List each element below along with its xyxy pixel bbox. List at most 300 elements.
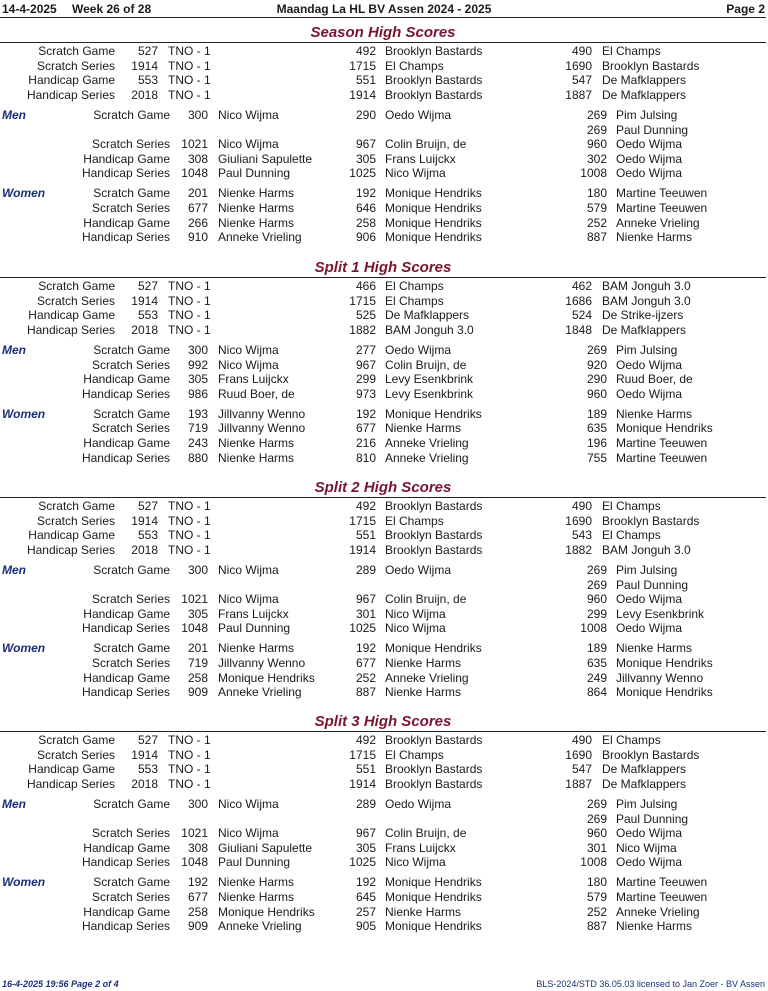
section-divider — [0, 497, 766, 498]
score-row — [0, 152, 768, 166]
c-name-cell: Anneke Vrieling — [616, 904, 700, 919]
cat-cell: Scratch Series — [91, 890, 170, 904]
c-val-cell: 302 — [586, 151, 607, 166]
a-name-cell: TNO - 1 — [168, 308, 211, 323]
a-name-cell: TNO - 1 — [168, 747, 211, 762]
c-name-cell: Martine Teeuwen — [616, 201, 708, 215]
c-val-cell: 180 — [586, 875, 607, 890]
cat-cell: Handicap Series — [81, 230, 170, 245]
a-val-cell: 300 — [187, 107, 208, 122]
cat-cell: Handicap Game — [83, 840, 170, 855]
c-name-cell: Monique Hendriks — [616, 685, 713, 700]
c-val-cell: 864 — [586, 685, 607, 700]
score-row — [0, 875, 768, 889]
c-val-cell: 524 — [571, 308, 592, 323]
score-row — [0, 905, 768, 919]
b-val-cell: 887 — [355, 685, 376, 700]
a-name-cell: Nienke Harms — [218, 215, 295, 230]
a-name-cell: TNO - 1 — [168, 542, 211, 557]
c-name-cell: BAM Jonguh 3.0 — [602, 542, 691, 557]
a-name-cell: Nienke Harms — [218, 201, 295, 215]
a-name-cell: Nico Wijma — [218, 592, 279, 607]
score-row — [0, 733, 768, 747]
section-title: Split 1 High Scores — [314, 259, 452, 276]
cat-cell: Scratch Series — [91, 357, 170, 372]
score-row — [0, 372, 768, 386]
b-name-cell: El Champs — [385, 279, 444, 293]
score-row — [0, 592, 768, 606]
a-name-cell: Nienke Harms — [218, 890, 295, 904]
a-name-cell: Anneke Vrieling — [218, 230, 302, 245]
b-val-cell: 646 — [355, 201, 376, 215]
c-val-cell: 180 — [586, 186, 607, 201]
score-row — [0, 578, 768, 592]
c-name-cell: Nienke Harms — [616, 919, 693, 934]
a-val-cell: 2018 — [131, 542, 158, 557]
a-val-cell: 258 — [187, 904, 208, 919]
c-val-cell: 1690 — [565, 58, 592, 73]
c-val-cell: 490 — [571, 499, 592, 513]
b-name-cell: Colin Bruijn, de — [385, 137, 467, 152]
a-name-cell: Paul Dunning — [218, 166, 291, 181]
a-name-cell: Nico Wijma — [218, 826, 279, 841]
score-row — [0, 671, 768, 685]
a-val-cell: 553 — [137, 73, 158, 88]
a-val-cell: 1914 — [131, 58, 158, 73]
a-name-cell: Frans Luijckx — [218, 372, 289, 387]
a-name-cell: Nico Wijma — [218, 796, 279, 811]
score-row — [0, 137, 768, 151]
score-row — [0, 294, 768, 308]
b-val-cell: 258 — [355, 215, 376, 230]
a-val-cell: 553 — [137, 308, 158, 323]
b-val-cell: 1025 — [349, 621, 376, 636]
a-val-cell: 1021 — [181, 592, 208, 607]
b-name-cell: Oedo Wijma — [385, 796, 452, 811]
b-val-cell: 216 — [355, 436, 376, 450]
score-row — [0, 514, 768, 528]
b-name-cell: El Champs — [385, 513, 444, 528]
b-name-cell: Colin Bruijn, de — [385, 592, 467, 607]
b-name-cell: Frans Luijckx — [385, 151, 456, 166]
c-name-cell: Brooklyn Bastards — [602, 58, 700, 73]
week-label: Week 26 of 28 — [72, 2, 152, 16]
a-val-cell: 909 — [187, 685, 208, 700]
b-name-cell: Nico Wijma — [385, 855, 446, 870]
a-val-cell: 553 — [137, 762, 158, 777]
a-name-cell: TNO - 1 — [168, 762, 211, 777]
c-val-cell: 269 — [586, 811, 607, 826]
cat-cell: Scratch Game — [93, 186, 170, 201]
score-row — [0, 855, 768, 869]
page-header — [0, 0, 768, 17]
b-name-cell: Monique Hendriks — [385, 230, 482, 245]
a-name-cell: Monique Hendriks — [218, 904, 315, 919]
cat-cell: Handicap Game — [83, 372, 170, 387]
c-name-cell: El Champs — [602, 528, 661, 543]
b-name-cell: Brooklyn Bastards — [385, 542, 483, 557]
a-val-cell: 300 — [187, 562, 208, 577]
score-row — [0, 762, 768, 776]
a-val-cell: 1914 — [131, 513, 158, 528]
c-val-cell: 269 — [586, 796, 607, 811]
a-val-cell: 909 — [187, 919, 208, 934]
c-val-cell: 547 — [571, 73, 592, 88]
b-val-cell: 1715 — [349, 293, 376, 308]
footer-timestamp: 16-4-2025 19:56 Page 2 of 4 — [2, 979, 119, 989]
score-row — [0, 186, 768, 200]
c-val-cell: 920 — [586, 357, 607, 372]
c-val-cell: 1882 — [565, 542, 592, 557]
score-row — [0, 108, 768, 122]
c-name-cell: BAM Jonguh 3.0 — [602, 279, 691, 293]
c-name-cell: Nienke Harms — [616, 230, 693, 245]
score-row — [0, 279, 768, 293]
b-name-cell: Nienke Harms — [385, 656, 462, 670]
a-name-cell: Paul Dunning — [218, 855, 291, 870]
a-val-cell: 527 — [137, 733, 158, 747]
women-group-label: Women — [2, 875, 46, 890]
cat-cell: Scratch Series — [91, 826, 170, 841]
score-row — [0, 812, 768, 826]
b-val-cell: 973 — [355, 386, 376, 401]
c-name-cell: Oedo Wijma — [616, 826, 683, 841]
a-name-cell: Frans Luijckx — [218, 606, 289, 621]
c-name-cell: Oedo Wijma — [616, 357, 683, 372]
header-divider — [0, 17, 766, 18]
score-row — [0, 201, 768, 215]
b-val-cell: 466 — [355, 279, 376, 293]
a-name-cell: TNO - 1 — [168, 322, 211, 337]
men-group-label: Men — [2, 562, 26, 577]
a-name-cell: TNO - 1 — [168, 499, 211, 513]
score-row — [0, 685, 768, 699]
score-row — [0, 890, 768, 904]
b-name-cell: El Champs — [385, 293, 444, 308]
b-name-cell: Brooklyn Bastards — [385, 499, 483, 513]
b-val-cell: 252 — [355, 670, 376, 685]
c-val-cell: 960 — [586, 386, 607, 401]
b-name-cell: Anneke Vrieling — [385, 436, 469, 450]
c-val-cell: 1008 — [580, 621, 607, 636]
a-val-cell: 266 — [187, 215, 208, 230]
score-row — [0, 451, 768, 465]
b-name-cell: Nico Wijma — [385, 166, 446, 181]
report-date: 14-4-2025 — [2, 2, 57, 16]
c-val-cell: 196 — [586, 436, 607, 450]
cat-cell: Handicap Series — [81, 855, 170, 870]
c-name-cell: De Mafklappers — [602, 322, 687, 337]
cat-cell: Scratch Series — [36, 747, 115, 762]
score-row — [0, 308, 768, 322]
c-name-cell: Anneke Vrieling — [616, 215, 700, 230]
c-val-cell: 269 — [586, 342, 607, 357]
a-name-cell: Monique Hendriks — [218, 670, 315, 685]
c-val-cell: 1848 — [565, 322, 592, 337]
c-val-cell: 635 — [586, 421, 607, 436]
c-name-cell: Martine Teeuwen — [616, 450, 708, 465]
b-val-cell: 967 — [355, 357, 376, 372]
score-row — [0, 88, 768, 102]
b-val-cell: 1715 — [349, 58, 376, 73]
section-divider — [0, 277, 766, 278]
b-name-cell: Monique Hendriks — [385, 406, 482, 421]
a-val-cell: 1048 — [181, 621, 208, 636]
c-val-cell: 490 — [571, 44, 592, 58]
a-val-cell: 1048 — [181, 855, 208, 870]
b-val-cell: 192 — [355, 186, 376, 201]
a-val-cell: 243 — [187, 436, 208, 450]
b-val-cell: 967 — [355, 826, 376, 841]
cat-cell: Scratch Game — [93, 875, 170, 890]
c-name-cell: Paul Dunning — [616, 811, 689, 826]
a-name-cell: TNO - 1 — [168, 58, 211, 73]
c-name-cell: Paul Dunning — [616, 122, 689, 137]
cat-cell: Scratch Series — [36, 513, 115, 528]
section-divider — [0, 42, 766, 43]
b-val-cell: 277 — [355, 342, 376, 357]
score-row — [0, 59, 768, 73]
a-name-cell: Giuliani Sapulette — [218, 840, 313, 855]
b-name-cell: Brooklyn Bastards — [385, 733, 483, 747]
c-val-cell: 1690 — [565, 747, 592, 762]
cat-cell: Handicap Series — [26, 87, 115, 102]
a-name-cell: Nienke Harms — [218, 436, 295, 450]
a-name-cell: TNO - 1 — [168, 733, 211, 747]
c-val-cell: 269 — [586, 562, 607, 577]
c-val-cell: 490 — [571, 733, 592, 747]
c-name-cell: Jillvanny Wenno — [616, 670, 704, 685]
b-val-cell: 192 — [355, 406, 376, 421]
c-val-cell: 252 — [586, 215, 607, 230]
c-val-cell: 189 — [586, 406, 607, 421]
c-val-cell: 579 — [586, 201, 607, 215]
c-name-cell: De Mafklappers — [602, 776, 687, 791]
women-group-label: Women — [2, 186, 46, 201]
score-row — [0, 358, 768, 372]
c-name-cell: El Champs — [602, 499, 661, 513]
c-name-cell: Oedo Wijma — [616, 592, 683, 607]
b-name-cell: Brooklyn Bastards — [385, 528, 483, 543]
b-name-cell: Brooklyn Bastards — [385, 762, 483, 777]
a-val-cell: 880 — [187, 450, 208, 465]
c-name-cell: Martine Teeuwen — [616, 875, 708, 890]
b-val-cell: 1914 — [349, 87, 376, 102]
a-name-cell: TNO - 1 — [168, 73, 211, 88]
cat-cell: Scratch Series — [91, 421, 170, 436]
c-name-cell: De Mafklappers — [602, 73, 687, 88]
score-row — [0, 748, 768, 762]
cat-cell: Handicap Game — [28, 73, 115, 88]
cat-cell: Handicap Series — [26, 776, 115, 791]
c-val-cell: 269 — [586, 122, 607, 137]
score-row — [0, 123, 768, 137]
b-name-cell: Colin Bruijn, de — [385, 826, 467, 841]
a-val-cell: 527 — [137, 279, 158, 293]
a-val-cell: 2018 — [131, 87, 158, 102]
b-val-cell: 492 — [355, 499, 376, 513]
b-name-cell: El Champs — [385, 747, 444, 762]
b-val-cell: 257 — [355, 904, 376, 919]
c-name-cell: Pim Julsing — [616, 342, 678, 357]
a-val-cell: 2018 — [131, 776, 158, 791]
cat-cell: Scratch Game — [93, 406, 170, 421]
c-name-cell: De Mafklappers — [602, 762, 687, 777]
c-name-cell: Martine Teeuwen — [616, 890, 708, 904]
b-name-cell: Monique Hendriks — [385, 186, 482, 201]
c-name-cell: Brooklyn Bastards — [602, 513, 700, 528]
cat-cell: Scratch Game — [38, 279, 115, 293]
c-val-cell: 755 — [586, 450, 607, 465]
b-name-cell: Levy Esenkbrink — [385, 386, 474, 401]
c-val-cell: 252 — [586, 904, 607, 919]
a-name-cell: TNO - 1 — [168, 528, 211, 543]
b-name-cell: Oedo Wijma — [385, 562, 452, 577]
b-name-cell: Oedo Wijma — [385, 342, 452, 357]
a-val-cell: 553 — [137, 528, 158, 543]
a-name-cell: TNO - 1 — [168, 293, 211, 308]
c-val-cell: 269 — [586, 577, 607, 592]
score-row — [0, 230, 768, 244]
a-val-cell: 719 — [187, 656, 208, 670]
a-val-cell: 300 — [187, 796, 208, 811]
score-row — [0, 919, 768, 933]
cat-cell: Handicap Series — [81, 386, 170, 401]
b-val-cell: 645 — [355, 890, 376, 904]
a-val-cell: 1021 — [181, 137, 208, 152]
c-val-cell: 887 — [586, 230, 607, 245]
a-val-cell: 305 — [187, 372, 208, 387]
c-name-cell: De Mafklappers — [602, 87, 687, 102]
c-name-cell: Nienke Harms — [616, 641, 693, 656]
score-row — [0, 841, 768, 855]
c-val-cell: 635 — [586, 656, 607, 670]
b-val-cell: 299 — [355, 372, 376, 387]
c-val-cell: 1690 — [565, 513, 592, 528]
b-name-cell: Monique Hendriks — [385, 875, 482, 890]
a-name-cell: Nico Wijma — [218, 342, 279, 357]
cat-cell: Handicap Game — [83, 151, 170, 166]
b-name-cell: Brooklyn Bastards — [385, 776, 483, 791]
c-name-cell: Oedo Wijma — [616, 151, 683, 166]
men-group-label: Men — [2, 796, 26, 811]
b-val-cell: 492 — [355, 44, 376, 58]
cat-cell: Handicap Game — [83, 670, 170, 685]
cat-cell: Handicap Series — [26, 542, 115, 557]
cat-cell: Handicap Game — [83, 215, 170, 230]
c-val-cell: 1887 — [565, 776, 592, 791]
a-name-cell: Jillvanny Wenno — [218, 421, 306, 436]
score-row — [0, 797, 768, 811]
section-title: Season High Scores — [310, 24, 456, 41]
c-name-cell: Monique Hendriks — [616, 656, 713, 670]
c-val-cell: 462 — [571, 279, 592, 293]
score-row — [0, 826, 768, 840]
c-name-cell: Oedo Wijma — [616, 137, 683, 152]
cat-cell: Scratch Series — [91, 592, 170, 607]
b-name-cell: Nico Wijma — [385, 606, 446, 621]
b-name-cell: Levy Esenkbrink — [385, 372, 474, 387]
a-val-cell: 677 — [187, 890, 208, 904]
b-name-cell: Nienke Harms — [385, 685, 462, 700]
cat-cell: Scratch Game — [93, 796, 170, 811]
c-val-cell: 960 — [586, 137, 607, 152]
score-row — [0, 73, 768, 87]
score-row — [0, 607, 768, 621]
c-val-cell: 1008 — [580, 166, 607, 181]
cat-cell: Scratch Game — [38, 733, 115, 747]
b-val-cell: 551 — [355, 528, 376, 543]
footer-license: BLS-2024/STD 36.05.03 licensed to Jan Zoer - BV Assen — [536, 979, 765, 989]
c-val-cell: 189 — [586, 641, 607, 656]
a-val-cell: 1914 — [131, 293, 158, 308]
b-val-cell: 1715 — [349, 747, 376, 762]
c-val-cell: 249 — [586, 670, 607, 685]
c-val-cell: 579 — [586, 890, 607, 904]
cat-cell: Scratch Series — [91, 137, 170, 152]
score-row — [0, 777, 768, 791]
score-row — [0, 641, 768, 655]
cat-cell: Handicap Game — [28, 308, 115, 323]
c-name-cell: Martine Teeuwen — [616, 186, 708, 201]
a-name-cell: Jillvanny Wenno — [218, 656, 306, 670]
a-name-cell: Giuliani Sapulette — [218, 151, 313, 166]
a-name-cell: Ruud Boer, de — [218, 386, 295, 401]
c-name-cell: BAM Jonguh 3.0 — [602, 293, 691, 308]
a-name-cell: Nico Wijma — [218, 107, 279, 122]
a-val-cell: 677 — [187, 201, 208, 215]
a-val-cell: 910 — [187, 230, 208, 245]
a-name-cell: Nienke Harms — [218, 875, 295, 890]
b-name-cell: Monique Hendriks — [385, 641, 482, 656]
score-row — [0, 621, 768, 635]
c-name-cell: Paul Dunning — [616, 577, 689, 592]
c-val-cell: 290 — [586, 372, 607, 387]
b-name-cell: Frans Luijckx — [385, 840, 456, 855]
b-val-cell: 1914 — [349, 542, 376, 557]
cat-cell: Scratch Game — [93, 641, 170, 656]
cat-cell: Handicap Series — [81, 166, 170, 181]
a-val-cell: 986 — [187, 386, 208, 401]
page-number: Page 2 — [726, 2, 765, 16]
c-val-cell: 543 — [571, 528, 592, 543]
c-name-cell: Pim Julsing — [616, 562, 678, 577]
a-name-cell: Nico Wijma — [218, 562, 279, 577]
cat-cell: Scratch Game — [38, 44, 115, 58]
a-name-cell: Nienke Harms — [218, 641, 295, 656]
b-name-cell: Oedo Wijma — [385, 107, 452, 122]
b-name-cell: Brooklyn Bastards — [385, 44, 483, 58]
a-val-cell: 308 — [187, 840, 208, 855]
b-name-cell: De Mafklappers — [385, 308, 470, 323]
b-name-cell: El Champs — [385, 58, 444, 73]
a-val-cell: 305 — [187, 606, 208, 621]
c-name-cell: Oedo Wijma — [616, 386, 683, 401]
b-val-cell: 967 — [355, 592, 376, 607]
cat-cell: Scratch Game — [93, 342, 170, 357]
score-row — [0, 407, 768, 421]
b-val-cell: 905 — [355, 919, 376, 934]
a-name-cell: Nienke Harms — [218, 186, 295, 201]
a-val-cell: 201 — [187, 186, 208, 201]
score-row — [0, 216, 768, 230]
a-val-cell: 2018 — [131, 322, 158, 337]
b-val-cell: 289 — [355, 562, 376, 577]
c-val-cell: 960 — [586, 826, 607, 841]
b-name-cell: Anneke Vrieling — [385, 450, 469, 465]
c-val-cell: 1008 — [580, 855, 607, 870]
a-val-cell: 300 — [187, 342, 208, 357]
